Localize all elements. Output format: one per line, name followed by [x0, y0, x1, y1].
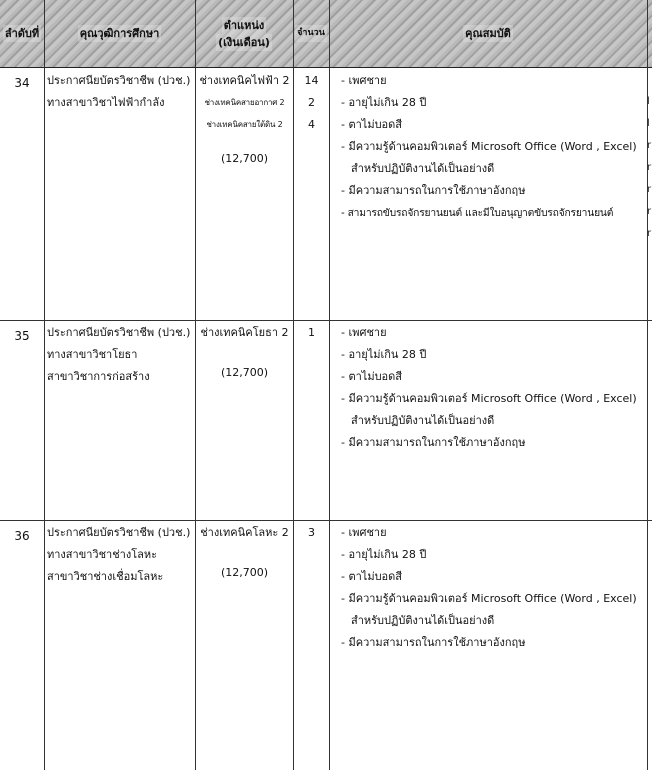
qualification-item: - สามารถขับรถจักรยานยนต์ และมีใบอนุญาตขับรถจักรยานยนต์ [341, 207, 614, 219]
qualification-item: - อายุไม่เกิน 28 ปี [341, 548, 427, 561]
qualifications-cell [341, 322, 646, 454]
qualification-item: - มีความรู้ด้านคอมพิวเตอร์ Microsoft Office (Word , Excel) [341, 592, 637, 605]
position-title: ช่างเทคนิคสายใต้ดิน 2 [206, 120, 283, 129]
row-number: 36 [14, 529, 30, 543]
qualification-item: - อายุไม่เกิน 28 ปี [341, 96, 427, 109]
position-title: ช่างเทคนิคไฟฟ้า 2 [199, 74, 290, 87]
count-cell [294, 322, 329, 344]
education-line: ทางสาขาวิชาช่างโลหะ [47, 548, 158, 561]
position-title: ช่างเทคนิคสายอากาศ 2 [204, 98, 285, 107]
qualifications-cell [341, 522, 646, 654]
count-value: 14 [304, 74, 319, 87]
education-cell [47, 322, 195, 388]
qualification-item: สำหรับปฏิบัติงานได้เป็นอย่างดี [351, 162, 495, 175]
education-line: ทางสาขาวิชาไฟฟ้ากำลัง [47, 96, 165, 109]
margin-mark: r [647, 140, 652, 151]
header-position: ตำแหน่ง (เงินเดือน) [218, 18, 270, 49]
qualifications-cell [341, 70, 646, 224]
salary-value: (12,700) [220, 152, 269, 165]
header-education: คุณวุฒิการศึกษา [79, 27, 160, 40]
qualification-item: - เพศชาย [341, 326, 387, 339]
position-title: ช่างเทคนิคโยธา 2 [200, 326, 289, 339]
education-line: ประกาศนียบัตรวิชาชีพ (ปวช.) [47, 326, 191, 339]
column-divider [329, 0, 330, 770]
qualification-item: - มีความสามารถในการใช้ภาษาอังกฤษ [341, 184, 526, 197]
qualification-item: - เพศชาย [341, 74, 387, 87]
margin-mark: r [647, 206, 652, 217]
margin-mark: r [647, 184, 652, 195]
header-salary-label: (เงินเดือน) [218, 35, 270, 49]
education-line: ทางสาขาวิชาโยธา [47, 348, 138, 361]
qualification-item: - มีความสามารถในการใช้ภาษาอังกฤษ [341, 436, 526, 449]
education-line: สาขาวิชาการก่อสร้าง [47, 370, 150, 383]
qualification-item: สำหรับปฏิบัติงานได้เป็นอย่างดี [351, 414, 495, 427]
count-value: 2 [308, 96, 315, 109]
education-line: ประกาศนียบัตรวิชาชีพ (ปวช.) [47, 526, 191, 539]
column-divider [647, 0, 648, 770]
row-number: 35 [14, 329, 30, 343]
count-value: 1 [308, 326, 315, 339]
position-cell [196, 322, 293, 384]
margin-mark: r [647, 162, 652, 173]
position-cell [196, 70, 293, 170]
qualification-item: - มีความรู้ด้านคอมพิวเตอร์ Microsoft Office (Word , Excel) [341, 392, 637, 405]
salary-value: (12,700) [220, 566, 269, 579]
qualification-item: - ตาไม่บอดสี [341, 370, 403, 383]
column-divider [44, 0, 45, 770]
margin-mark: l [647, 96, 650, 107]
salary-value: (12,700) [220, 366, 269, 379]
margin-mark: r [647, 228, 652, 239]
margin-mark: l [647, 118, 650, 129]
count-cell [294, 522, 329, 544]
qualification-item: - มีความรู้ด้านคอมพิวเตอร์ Microsoft Office (Word , Excel) [341, 140, 637, 153]
header-no: ลำดับที่ [4, 27, 40, 40]
qualification-item: - มีความสามารถในการใช้ภาษาอังกฤษ [341, 636, 526, 649]
row-number: 34 [14, 76, 30, 90]
qualification-item: - เพศชาย [341, 526, 387, 539]
header-qualifications: คุณสมบัติ [465, 27, 511, 40]
header-count: จำนวน [293, 0, 329, 67]
education-cell [47, 70, 195, 114]
count-value: 4 [308, 118, 315, 131]
qualification-item: - ตาไม่บอดสี [341, 118, 403, 131]
qualification-item: สำหรับปฏิบัติงานได้เป็นอย่างดี [351, 614, 495, 627]
table-header [0, 0, 652, 68]
qualification-item: - อายุไม่เกิน 28 ปี [341, 348, 427, 361]
count-value: 3 [308, 526, 315, 539]
position-cell [196, 522, 293, 584]
qualification-item: - ตาไม่บอดสี [341, 570, 403, 583]
position-title: ช่างเทคนิคโลหะ 2 [200, 526, 289, 539]
education-line: สาขาวิชาช่างเชื่อมโลหะ [47, 570, 164, 583]
count-cell [294, 70, 329, 136]
education-line: ประกาศนียบัตรวิชาชีพ (ปวช.) [47, 74, 191, 87]
education-cell [47, 522, 195, 588]
